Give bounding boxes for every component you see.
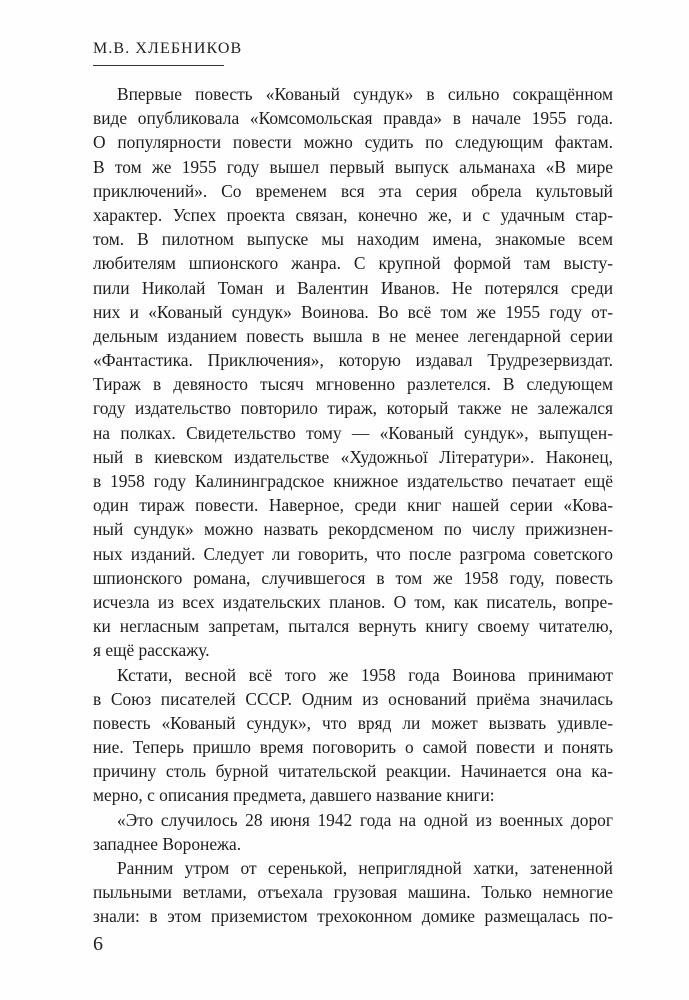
paragraph	[93, 82, 613, 663]
text-line: в 1958 году Калининградское книжное издательство печатает ещё	[93, 471, 613, 491]
text-line: виде опубликовала «Комсомольская правда» в начале 1955 года.	[93, 108, 613, 129]
body-text	[93, 82, 613, 929]
text-line: ки негласным запретам, пытался вернуть книгу своему читателю,	[93, 616, 613, 637]
text-line: Тираж в девяносто тысяч мгновенно разлетелся. В следующем	[93, 374, 613, 395]
text-line: О популярности повести можно судить по следующим фактам.	[93, 132, 613, 153]
text-line: году издательство повторило тираж, который также не залежался	[93, 398, 613, 419]
text-line: характер. Успех проекта связан, конечно же, и с удачным стар-	[93, 204, 613, 225]
text-line: «Это случилось 28 июня 1942 года на одной из военных дорог	[117, 809, 613, 830]
text-line: один тираж повести. Наверное, среди книг нашей серии «Кова-	[93, 495, 613, 516]
text-line: в Союз писателей СССР. Одним из оснований приёма значилась	[93, 688, 613, 709]
text-line: В том же 1955 году вышел первый выпуск альманаха «В мире	[93, 156, 613, 177]
text-line: Ранним утром от серенькой, неприглядной хатки, затененной	[117, 858, 613, 878]
paragraph	[93, 808, 613, 856]
paragraph	[93, 663, 613, 808]
text-line: пили Николай Томан и Валентин Иванов. Не потерялся среди	[93, 277, 613, 298]
text-line: «Фантастика. Приключения», которую издавал Трудрезервиздат.	[93, 350, 613, 371]
text-line: на полках. Свидетельство тому — «Кованый сундук», выпущен-	[93, 422, 613, 443]
running-head-rule	[93, 65, 224, 66]
text-line: ние. Теперь пришло время поговорить о самой повести и понять	[93, 737, 613, 758]
text-line: причину столь бурной читательской реакции. Начинается она ка-	[93, 761, 613, 782]
running-head: М.В. ХЛЕБНИКОВ	[93, 40, 243, 57]
text-line: ный сундук» можно назвать рекордсменом по числу прижизнен-	[93, 519, 613, 540]
text-line: западнее Воронежа.	[93, 833, 242, 854]
text-line: я ещё расскажу.	[93, 640, 210, 661]
text-line: приключений». Со временем вся эта серия обрела культовый	[93, 180, 613, 201]
text-line: ный в киевском издательстве «Художньої Літератури». Наконец,	[93, 446, 613, 467]
text-line: шпионского романа, случившегося в том же 1958 году, повесть	[93, 567, 613, 588]
text-line: мерно, с описания предмета, давшего название книги:	[93, 785, 495, 806]
paragraph	[93, 856, 613, 929]
text-line: повесть «Кованый сундук», что вряд ли может вызвать удивле-	[93, 712, 613, 733]
text-line: дельным изданием повесть вышла в не менее легендарной серии	[93, 325, 613, 346]
text-line: пыльными ветлами, отъехала грузовая машина. Только немногие	[93, 882, 613, 903]
page-number: 6	[93, 933, 103, 955]
text-line: них и «Кованый сундук» Воинова. Во всё том же 1955 году от-	[93, 301, 613, 322]
text-line: Впервые повесть «Кованый сундук» в сильно сокращённом	[117, 84, 613, 104]
text-line: Кстати, весной всё того же 1958 года Воинова принимают	[117, 664, 613, 685]
text-line: ных изданий. Следует ли говорить, что после разгрома советского	[93, 543, 613, 564]
text-line: знали: в этом приземистом трехоконном домике размещалась по-	[93, 906, 613, 927]
text-line: любителям шпионского жанра. С крупной формой там высту-	[93, 253, 613, 274]
text-line: исчезла из всех издательских планов. О том, как писатель, вопре-	[93, 591, 613, 612]
text-line: том. В пилотном выпуске мы находим имена, знакомые всем	[93, 229, 613, 250]
